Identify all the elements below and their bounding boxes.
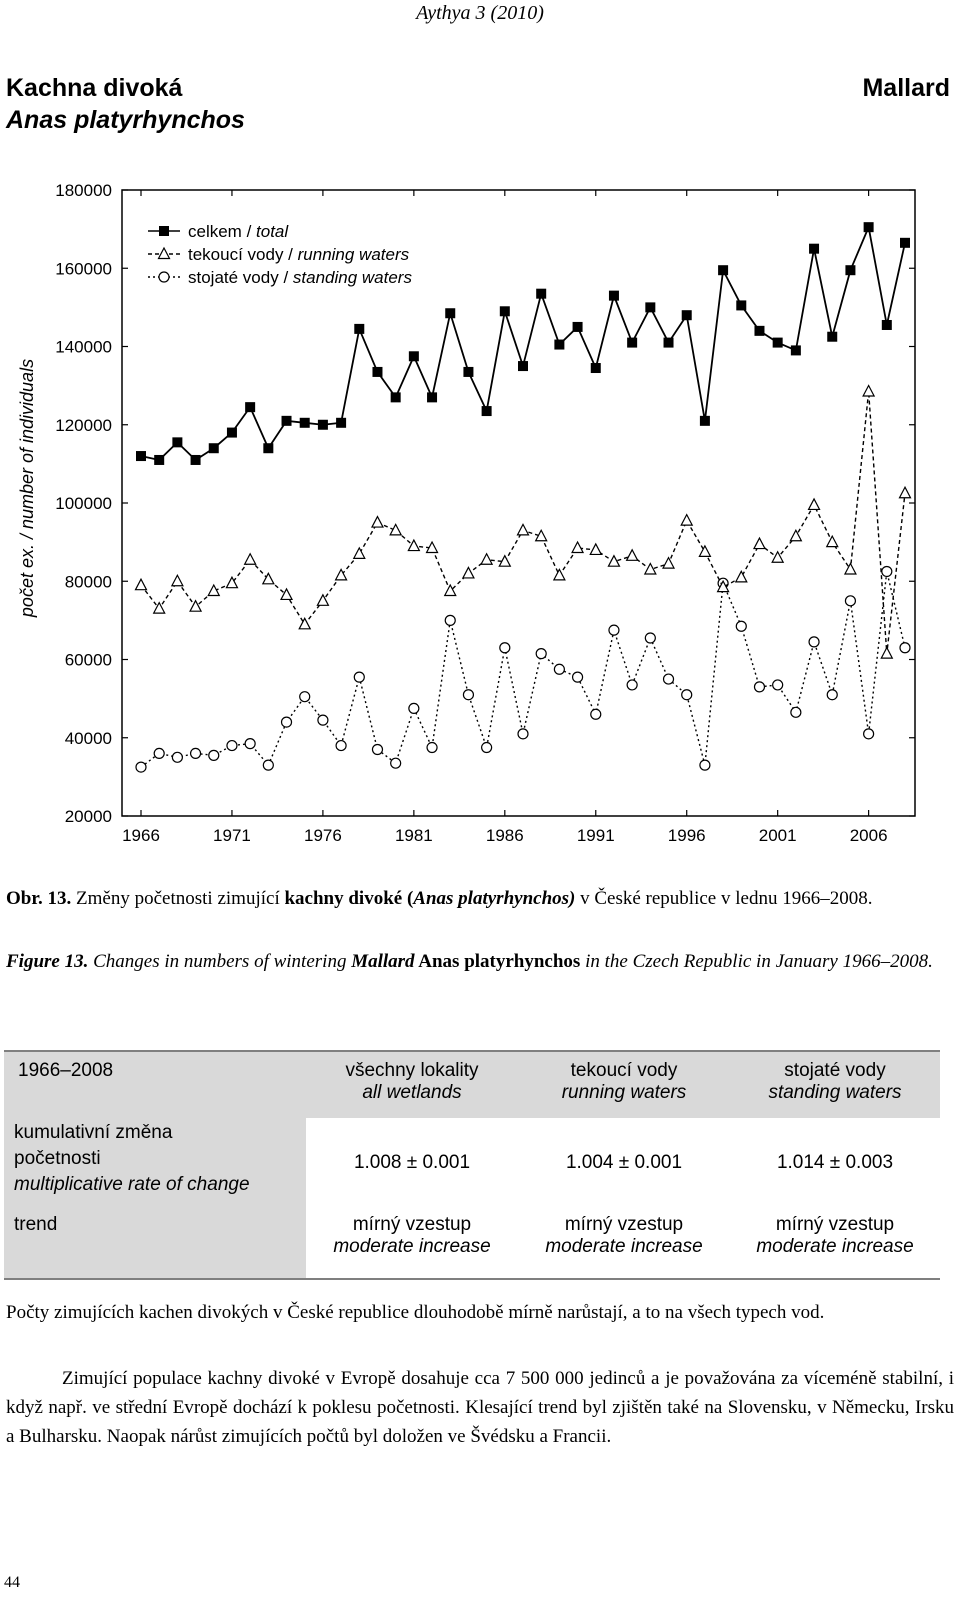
x-tick-label: 1996 <box>667 826 706 845</box>
data-point-total <box>773 338 783 348</box>
data-point-total <box>682 310 692 320</box>
data-point-standing-waters <box>209 750 219 760</box>
column-header-standing <box>730 1051 940 1118</box>
column-header-running <box>518 1051 730 1118</box>
data-point-total <box>427 392 437 402</box>
data-point-standing-waters <box>263 760 273 770</box>
data-point-standing-waters <box>191 748 201 758</box>
data-point-total <box>245 402 255 412</box>
data-point-running-waters <box>900 487 911 498</box>
x-tick-label: 2001 <box>758 826 797 845</box>
data-point-running-waters <box>881 648 892 659</box>
data-point-running-waters <box>863 385 874 396</box>
caption-cz-bolditalic: Anas platyrhynchos) <box>413 888 576 909</box>
trend-value-cz: mírný vzestup <box>352 1214 472 1235</box>
data-point-running-waters <box>809 499 820 510</box>
data-point-standing-waters <box>427 743 437 753</box>
data-point-standing-waters <box>445 615 455 625</box>
species-name-czech: Kachna divoká <box>6 74 183 102</box>
data-point-running-waters <box>172 575 183 586</box>
y-tick-label: 60000 <box>64 650 112 670</box>
legend-entry: celkem / total <box>188 222 289 241</box>
data-point-total <box>627 338 637 348</box>
data-point-running-waters <box>554 569 565 580</box>
data-point-total <box>809 244 819 254</box>
data-point-total <box>191 455 201 465</box>
data-point-standing-waters <box>409 703 419 713</box>
data-point-standing-waters <box>864 729 874 739</box>
y-tick-label: 80000 <box>64 572 112 592</box>
y-tick-label: 40000 <box>64 728 112 748</box>
data-point-total <box>591 363 601 373</box>
paragraph: Zimující populace kachny divoké v Evropě dosahuje cca 7 500 000 jedinců a je považována za víceméně stabilní, i když např. ve střední Evropě dochází k poklesu početnosti. Klesající trend byl zjištěn také na Slovensku, v Německu, Irsku a Bulharsku. Naopak nárůst zimujících počtů byl doložen ve Švédsku a Francii. <box>6 1368 954 1447</box>
trend-value <box>306 1208 518 1279</box>
data-point-total <box>372 367 382 377</box>
data-point-standing-waters <box>791 707 801 717</box>
column-header-running-cz: tekoucí vody <box>570 1060 678 1081</box>
data-point-running-waters <box>754 538 765 549</box>
data-point-running-waters <box>281 589 292 600</box>
data-point-standing-waters <box>500 643 510 653</box>
data-point-total <box>209 443 219 453</box>
x-tick-label: 1966 <box>122 826 160 845</box>
data-point-total <box>864 222 874 232</box>
data-point-total <box>227 428 237 438</box>
data-point-standing-waters <box>573 672 583 682</box>
data-point-total <box>154 455 164 465</box>
legend-marker <box>159 272 169 282</box>
data-point-standing-waters <box>645 633 655 643</box>
caption-en-prefix: Figure 13. <box>6 951 89 972</box>
caption-en-text1: Changes in numbers of wintering <box>88 951 352 972</box>
data-point-standing-waters <box>845 596 855 606</box>
data-point-running-waters <box>190 601 201 612</box>
y-tick-label: 140000 <box>55 337 112 357</box>
data-point-standing-waters <box>809 637 819 647</box>
x-tick-label: 1991 <box>576 826 615 845</box>
data-point-standing-waters <box>172 752 182 762</box>
data-point-running-waters <box>372 517 383 528</box>
data-point-total <box>609 291 619 301</box>
series-line-running-waters <box>141 391 905 653</box>
data-point-total <box>718 265 728 275</box>
data-point-standing-waters <box>245 739 255 749</box>
data-point-running-waters <box>845 564 856 575</box>
legend-marker <box>159 248 170 259</box>
data-point-total <box>300 418 310 428</box>
species-name-english: Mallard <box>862 74 950 102</box>
data-point-total <box>409 351 419 361</box>
caption-cz-text1: Změny početnosti zimující <box>71 888 285 909</box>
legend-entry: tekoucí vody / running waters <box>188 245 410 264</box>
data-point-total <box>282 416 292 426</box>
legend-entry: stojaté vody / standing waters <box>188 268 412 287</box>
y-tick-label: 120000 <box>55 415 112 435</box>
column-header-standing-en: standing waters <box>768 1082 902 1103</box>
page-number: 44 <box>4 1574 20 1591</box>
figure-caption-english <box>6 951 954 973</box>
trend-value <box>518 1208 730 1279</box>
data-point-total <box>445 308 455 318</box>
data-point-standing-waters <box>900 643 910 653</box>
caption-cz-prefix: Obr. 13. <box>6 888 72 909</box>
population-trend-chart <box>0 170 960 860</box>
y-tick-label: 160000 <box>55 259 112 279</box>
column-header-all <box>306 1051 518 1118</box>
data-point-standing-waters <box>827 690 837 700</box>
caption-cz-bold1: kachny divoké ( <box>284 888 414 909</box>
x-tick-label: 1971 <box>213 826 251 845</box>
data-point-total <box>882 320 892 330</box>
data-point-standing-waters <box>227 741 237 751</box>
data-point-total <box>736 300 746 310</box>
data-point-running-waters <box>590 544 601 555</box>
figure-caption-czech <box>6 888 954 910</box>
column-header-all-cz: všechny lokality <box>345 1060 479 1081</box>
data-point-standing-waters <box>682 690 692 700</box>
data-point-running-waters <box>408 540 419 551</box>
data-point-running-waters <box>827 536 838 547</box>
data-point-total <box>172 437 182 447</box>
data-point-total <box>536 289 546 299</box>
data-point-standing-waters <box>773 680 783 690</box>
data-point-running-waters <box>663 558 674 569</box>
data-point-running-waters <box>518 524 529 535</box>
rate-label-cz-1: kumulativní změna <box>14 1122 173 1143</box>
data-point-total <box>554 340 564 350</box>
data-point-standing-waters <box>336 741 346 751</box>
data-point-running-waters <box>336 569 347 580</box>
data-point-running-waters <box>790 530 801 541</box>
data-point-total <box>791 345 801 355</box>
data-point-total <box>482 406 492 416</box>
y-axis-label: počet ex. / number of individuals <box>17 358 37 618</box>
trend-value <box>730 1208 940 1279</box>
journal-header: Aythya 3 (2010) <box>416 2 544 24</box>
data-point-running-waters <box>699 546 710 557</box>
data-point-running-waters <box>736 571 747 582</box>
data-point-standing-waters <box>518 729 528 739</box>
species-name-latin: Anas platyrhynchos <box>6 106 245 134</box>
caption-cz-text2: v České republice v lednu 1966–2008. <box>575 888 873 909</box>
paragraph: Počty zimujících kachen divokých v České republice dlouhodobě mírně narůstají, a to na všech typech vod. <box>6 1302 825 1323</box>
data-point-running-waters <box>681 515 692 526</box>
data-point-total <box>391 392 401 402</box>
trend-value-en: moderate increase <box>333 1236 491 1257</box>
trend-value-en: moderate increase <box>756 1236 914 1257</box>
x-tick-label: 1986 <box>485 826 524 845</box>
data-point-standing-waters <box>300 692 310 702</box>
data-point-total <box>754 326 764 336</box>
data-point-running-waters <box>299 618 310 629</box>
column-header-all-en: all wetlands <box>362 1082 462 1103</box>
data-point-standing-waters <box>536 649 546 659</box>
trend-value-cz: mírný vzestup <box>775 1214 895 1235</box>
column-header-running-en: running waters <box>561 1082 687 1103</box>
data-point-total <box>700 416 710 426</box>
data-point-running-waters <box>354 548 365 559</box>
rate-label-en: multiplicative rate of change <box>14 1174 250 1195</box>
legend-marker <box>159 226 169 236</box>
x-tick-label: 2006 <box>849 826 888 845</box>
data-point-standing-waters <box>664 674 674 684</box>
period-header: 1966–2008 <box>4 1051 306 1118</box>
data-point-total <box>136 451 146 461</box>
rate-value: 1.004 ± 0.001 <box>518 1118 730 1208</box>
data-point-total <box>518 361 528 371</box>
data-point-running-waters <box>627 550 638 561</box>
data-point-standing-waters <box>554 664 564 674</box>
data-point-standing-waters <box>882 566 892 576</box>
data-point-standing-waters <box>391 758 401 768</box>
data-point-total <box>900 238 910 248</box>
data-point-running-waters <box>263 573 274 584</box>
data-point-total <box>845 265 855 275</box>
data-point-total <box>500 306 510 316</box>
data-point-total <box>573 322 583 332</box>
caption-en-bold1: Mallard <box>351 951 415 972</box>
data-point-standing-waters <box>736 621 746 631</box>
rate-value: 1.008 ± 0.001 <box>306 1118 518 1208</box>
trend-value-cz: mírný vzestup <box>564 1214 684 1235</box>
data-point-standing-waters <box>154 748 164 758</box>
data-point-total <box>645 302 655 312</box>
data-point-running-waters <box>481 554 492 565</box>
data-point-total <box>827 332 837 342</box>
y-tick-label: 100000 <box>55 494 112 513</box>
y-tick-label: 180000 <box>55 181 112 200</box>
data-point-running-waters <box>463 567 474 578</box>
data-point-standing-waters <box>700 760 710 770</box>
data-point-running-waters <box>245 554 256 565</box>
trend-row-label: trend <box>4 1208 306 1279</box>
data-point-total <box>354 324 364 334</box>
data-point-total <box>263 443 273 453</box>
data-point-standing-waters <box>627 680 637 690</box>
data-point-standing-waters <box>754 682 764 692</box>
data-point-total <box>664 338 674 348</box>
caption-en-text2: in the Czech Republic in January 1966–2008. <box>580 951 933 972</box>
data-point-standing-waters <box>482 743 492 753</box>
data-point-total <box>336 418 346 428</box>
data-point-standing-waters <box>136 762 146 772</box>
data-point-standing-waters <box>282 717 292 727</box>
x-tick-label: 1981 <box>394 826 433 845</box>
data-point-running-waters <box>136 579 147 590</box>
trend-table <box>4 1050 940 1280</box>
rate-label-cz-2: početnosti <box>14 1148 101 1169</box>
data-point-total <box>318 420 328 430</box>
data-point-total <box>463 367 473 377</box>
data-point-standing-waters <box>591 709 601 719</box>
rate-value: 1.014 ± 0.003 <box>730 1118 940 1208</box>
x-tick-label: 1976 <box>303 826 342 845</box>
y-tick-label: 20000 <box>64 807 112 826</box>
column-header-standing-cz: stojaté vody <box>784 1060 886 1081</box>
data-point-standing-waters <box>318 715 328 725</box>
data-point-standing-waters <box>354 672 364 682</box>
data-point-standing-waters <box>463 690 473 700</box>
data-point-running-waters <box>572 542 583 553</box>
rate-row-label <box>4 1118 306 1208</box>
data-point-standing-waters <box>372 744 382 754</box>
data-point-standing-waters <box>609 625 619 635</box>
data-point-running-waters <box>390 524 401 535</box>
caption-en-bold2: Anas platyrhynchos <box>414 951 581 972</box>
data-point-running-waters <box>208 585 219 596</box>
trend-value-en: moderate increase <box>545 1236 703 1257</box>
